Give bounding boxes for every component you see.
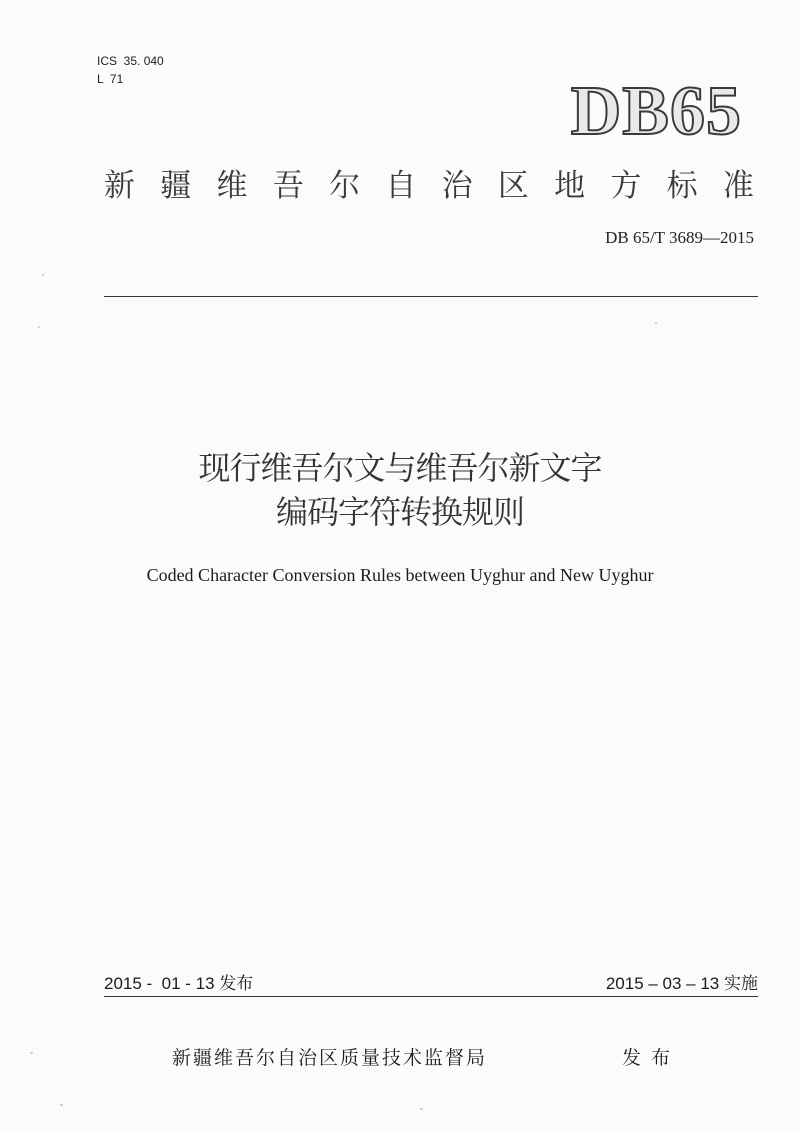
standard-type-title-char: 方 bbox=[610, 168, 642, 204]
document-title-cn-line1: 现行维吾尔文与维吾尔新文字 bbox=[198, 449, 602, 487]
standard-type-title-char: 标 bbox=[666, 168, 698, 204]
scan-speck bbox=[655, 322, 657, 324]
standard-number: DB 65/T 3689—2015 bbox=[605, 228, 754, 247]
standard-logo: DB65 bbox=[570, 73, 742, 150]
standard-type-title-char: 尔 bbox=[329, 168, 361, 204]
standard-type-title-char: 吾 bbox=[272, 168, 304, 204]
scan-speck bbox=[30, 1052, 33, 1054]
scan-speck bbox=[38, 326, 40, 328]
scan-speck bbox=[42, 274, 44, 276]
standard-type-title-char: 疆 bbox=[160, 168, 192, 204]
ccs-code: L 71 bbox=[97, 72, 124, 86]
issue-action: 发布 bbox=[622, 1047, 681, 1069]
document-title-en: Coded Character Conversion Rules between Uyghur and New Uyghur bbox=[146, 565, 654, 585]
standard-type-title-char: 地 bbox=[554, 168, 586, 204]
classification-codes bbox=[97, 52, 164, 88]
footer-divider bbox=[104, 996, 758, 997]
issuing-authority: 新疆维吾尔自治区质量技术监督局 bbox=[172, 1047, 488, 1069]
standard-type-title bbox=[104, 164, 754, 208]
standard-type-title-char: 准 bbox=[722, 168, 754, 204]
document-title-cn-line2: 编码字符转换规则 bbox=[275, 493, 524, 531]
standard-type-title-char: 新 bbox=[104, 168, 135, 204]
document-title-cn bbox=[0, 446, 800, 534]
issue-date: 2015 - 01 - 13 发布 bbox=[104, 974, 254, 993]
header-divider bbox=[104, 296, 758, 297]
standard-type-title-char: 区 bbox=[497, 168, 529, 204]
implementation-date: 2015 – 03 – 13 实施 bbox=[605, 974, 758, 993]
standard-type-title-char: 治 bbox=[441, 168, 473, 204]
standard-type-title-char: 维 bbox=[216, 168, 248, 204]
ics-code: ICS 35. 040 bbox=[97, 54, 164, 68]
scan-speck bbox=[60, 1104, 63, 1106]
scan-speck bbox=[420, 1108, 423, 1110]
standard-type-title-char: 自 bbox=[385, 168, 417, 204]
